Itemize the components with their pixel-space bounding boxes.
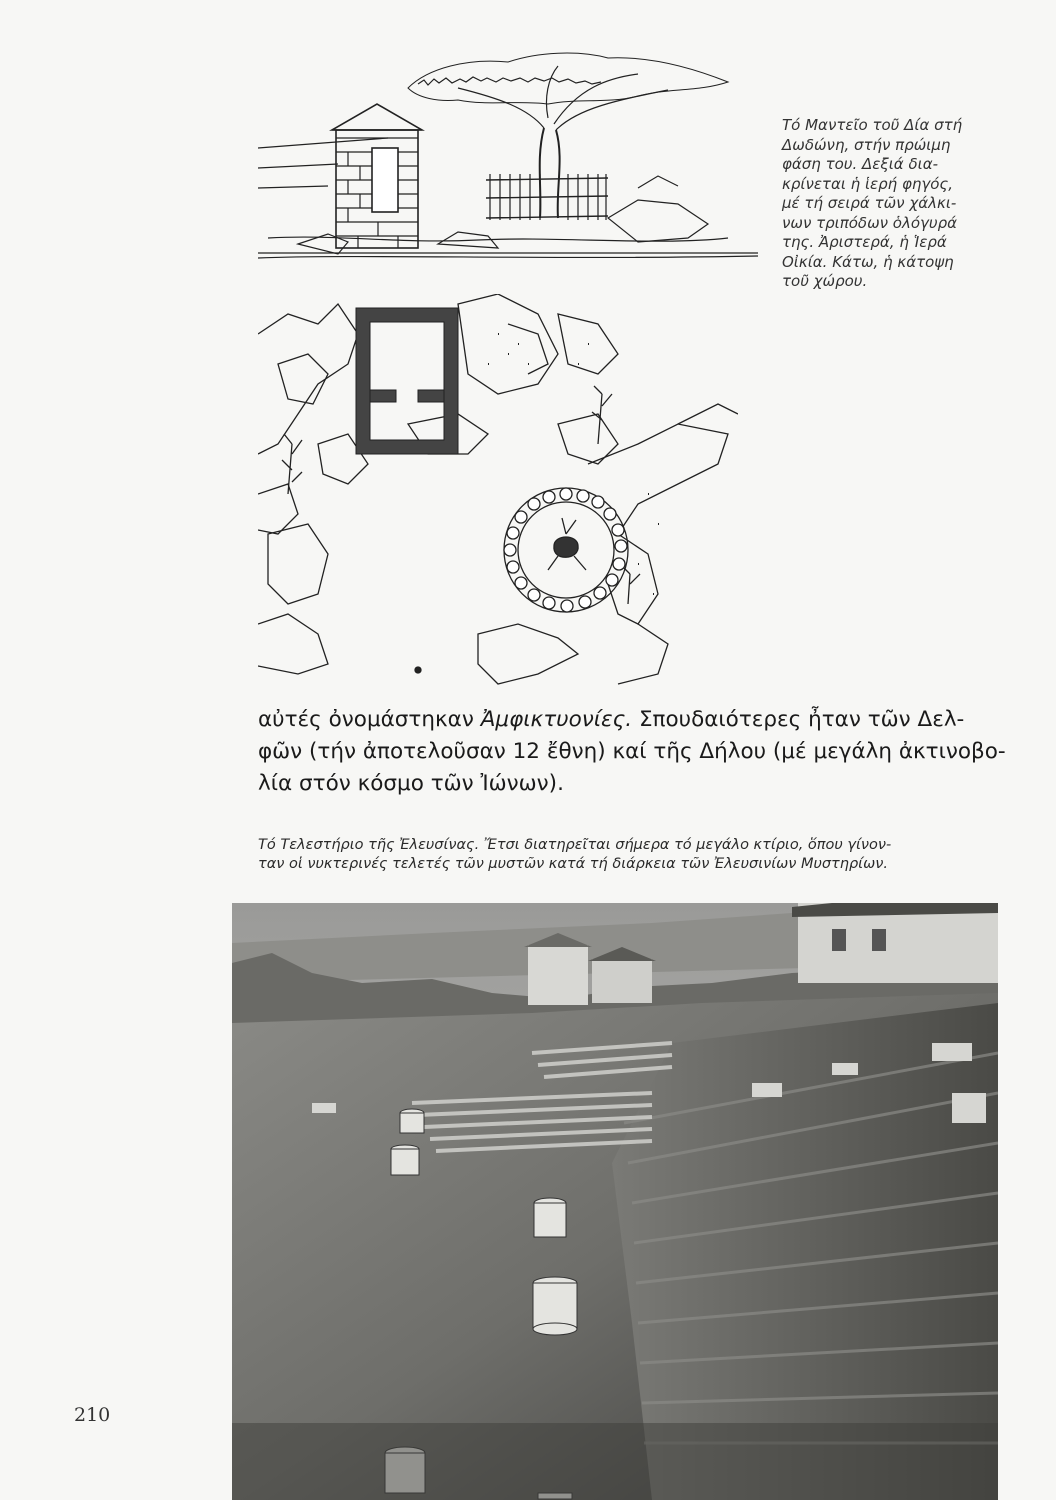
caption-line: φάση του. Δεξιά δια- (782, 155, 939, 173)
telesterion-photo (232, 903, 998, 1500)
amphictyonies-emphasis: Ἀμφικτυονίες. (480, 707, 633, 732)
body-text (258, 704, 1004, 800)
caption-line: Τό Μαντεῖο τοῦ Δία στή (782, 116, 963, 134)
body-line-2: φῶν (τήν ἀποτελοῦσαν 12 ἔθνη) καί τῆς Δήλου (μέ μεγάλη ἀκτινοβο- (258, 739, 1006, 764)
dodona-caption (782, 116, 1006, 292)
dodona-site-plan (258, 294, 738, 694)
caption-line: Δωδώνη, στήν πρώιμη (782, 135, 951, 154)
caption-line: μέ τή σειρά τῶν χάλκι- (782, 194, 957, 212)
body-line-3: λία στόν κόσμο τῶν Ἰώνων). (258, 771, 564, 796)
body-text-span: Σπουδαιότερες ἦταν τῶν Δελ- (632, 707, 965, 732)
dodona-oracle-sketch (258, 48, 758, 278)
body-text-span: αὐτές ὀνομάστηκαν (258, 707, 481, 732)
caption-line: νων τριπόδων ὁλόγυρά (782, 213, 958, 232)
page-number: 210 (74, 1404, 111, 1426)
photo-caption-line: ταν οἱ νυκτερινές τελετές τῶν μυστῶν κατά τή διάρκεια τῶν Ἐλευσινίων Μυστηρίων. (258, 855, 888, 872)
caption-line: της. Ἀριστερά, ἡ Ἱερά (782, 233, 947, 251)
telesterion-caption (258, 836, 1004, 873)
body-line-1 (258, 704, 1004, 736)
caption-line: κρίνεται ἡ ἱερή φηγός, (782, 174, 953, 193)
caption-line: τοῦ χώρου. (782, 272, 868, 290)
photo-caption-line: Τό Τελεστήριο τῆς Ἐλευσίνας. Ἔτσι διατηρεῖται σήμερα τό μεγάλο κτίριο, ὅπου γίνον- (258, 837, 892, 853)
caption-line: Οἰκία. Κάτω, ἡ κάτοψη (782, 252, 954, 271)
